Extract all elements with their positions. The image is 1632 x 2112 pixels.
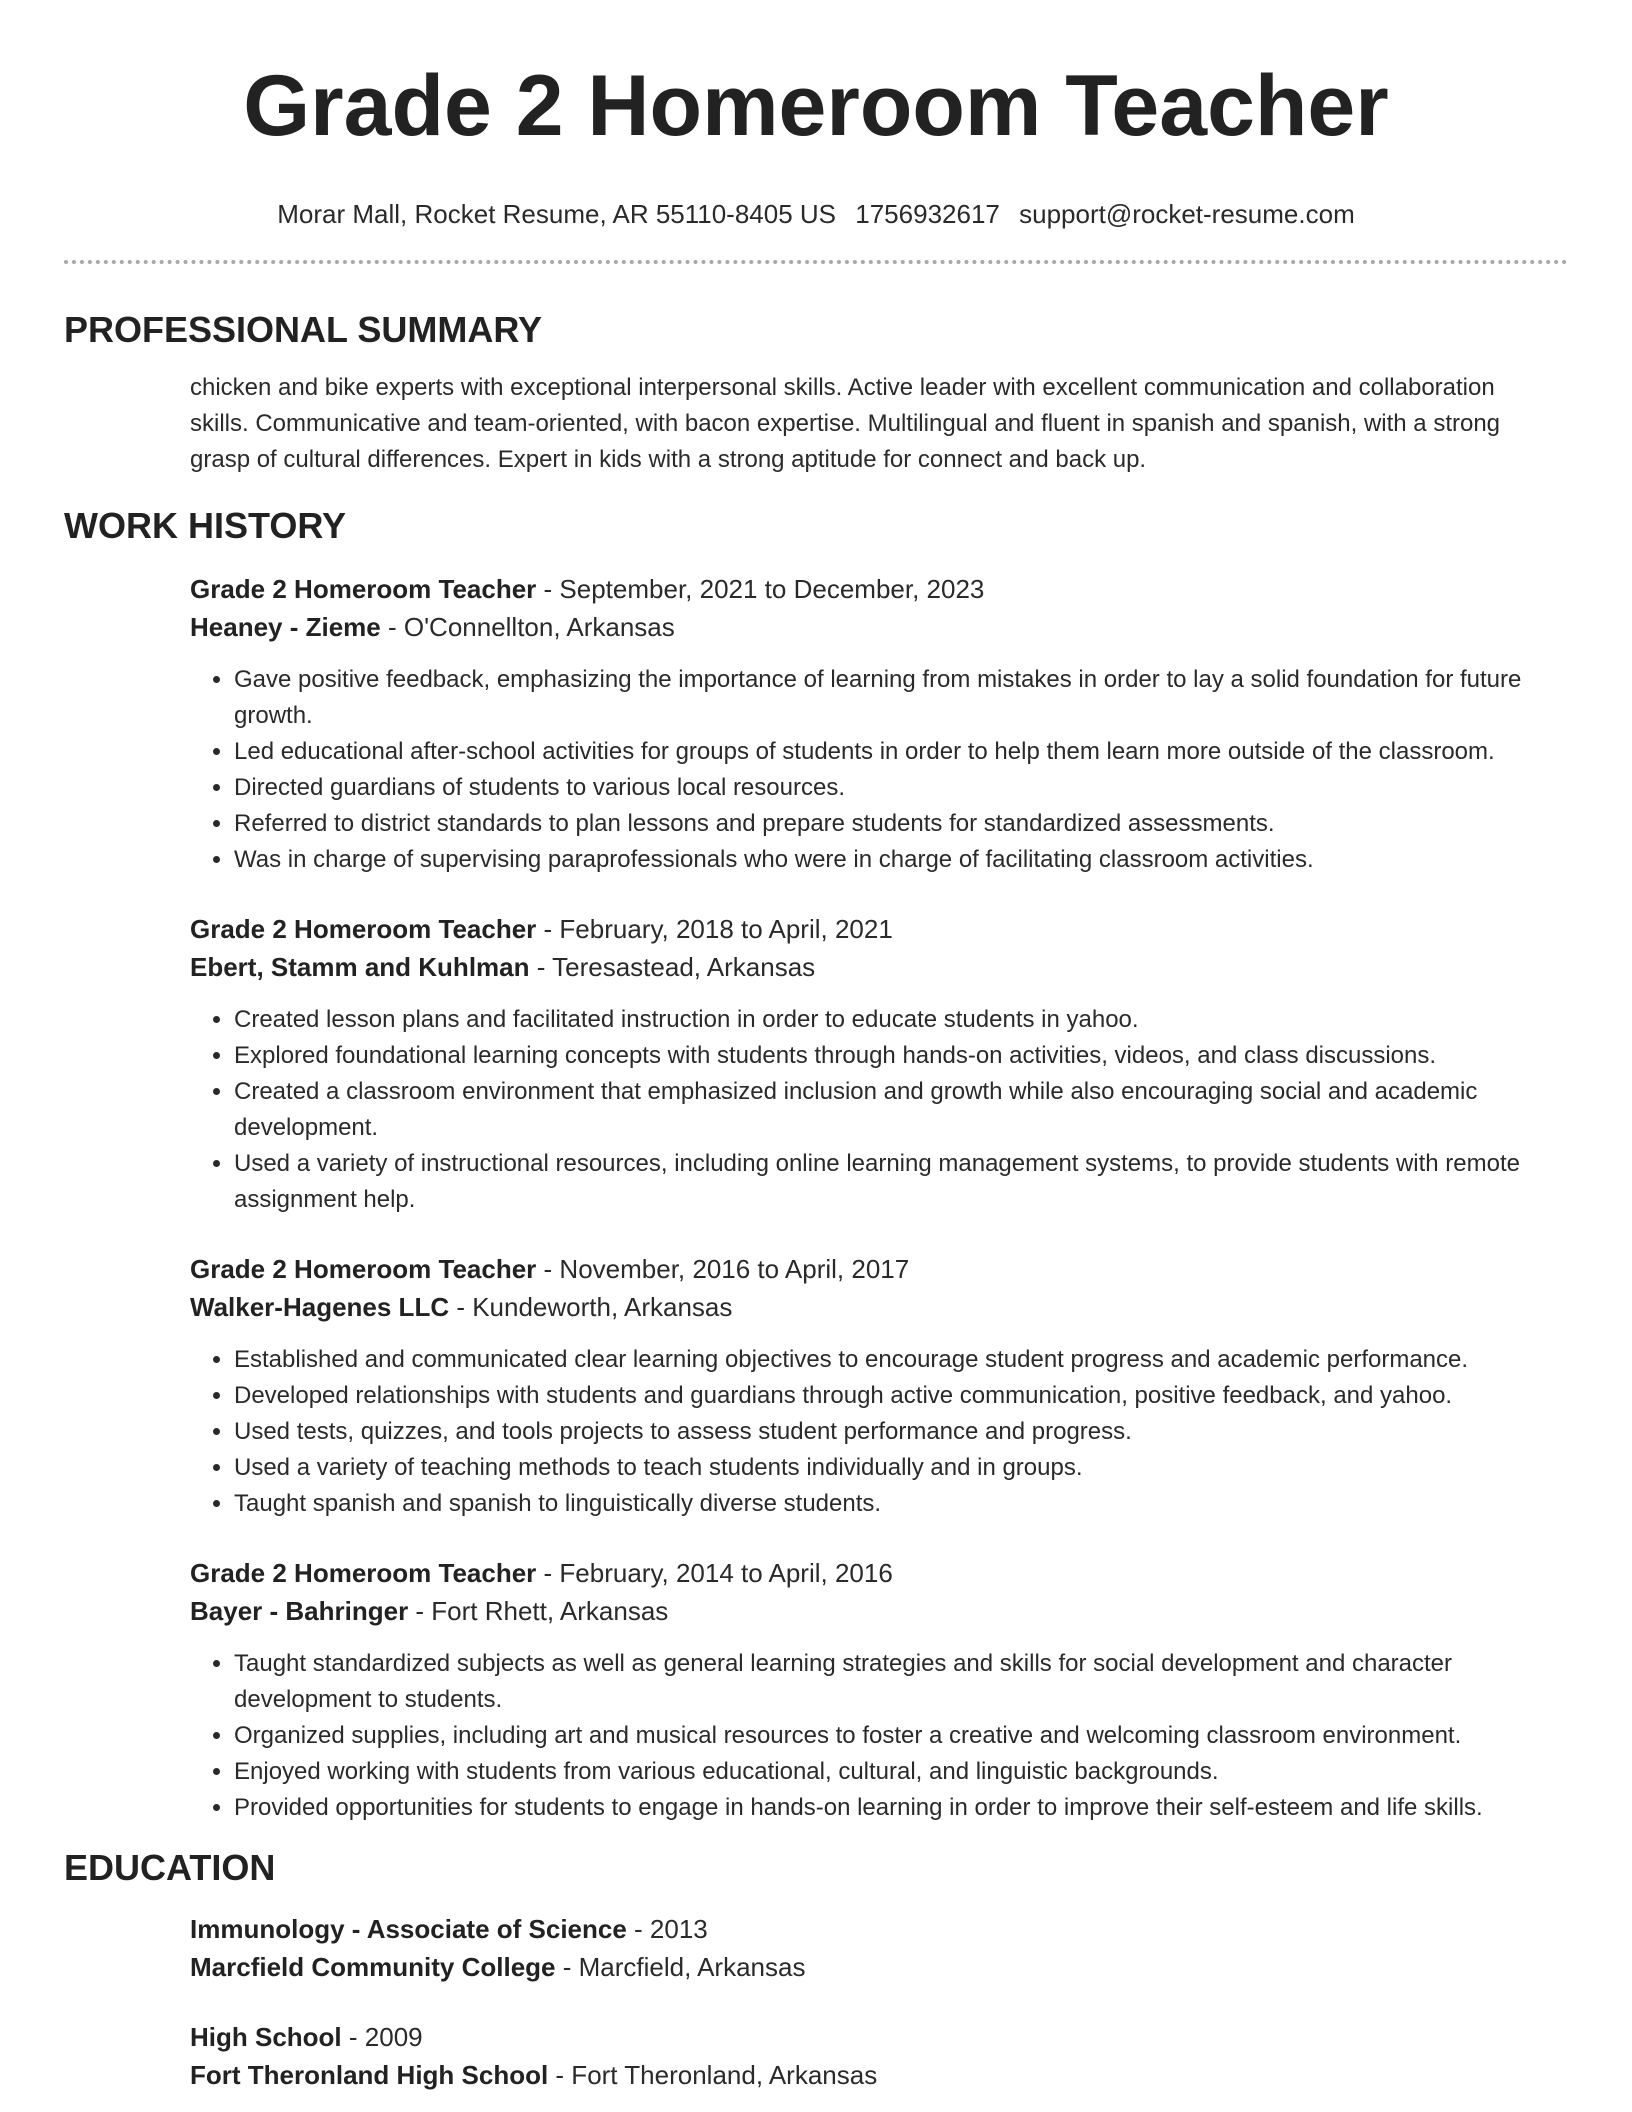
job-title-line: [190, 910, 1558, 948]
job-company: Ebert, Stamm and Kuhlman: [190, 952, 530, 982]
job-entry: [190, 1554, 1558, 1826]
education-heading: EDUCATION: [64, 1847, 276, 1888]
bullet-item: • Established and communicated clear learning objectives to encourage student progress and academic performance.: [234, 1342, 1558, 1378]
job-title-line: [190, 570, 1558, 608]
bullet-item: • Used a variety of teaching methods to teach students individually and in groups.: [234, 1450, 1558, 1486]
education-school: Marcfield Community College: [190, 1952, 556, 1982]
job-company-line: [190, 1288, 1558, 1326]
education-school-line: [190, 1948, 1558, 1986]
education-degree: Immunology - Associate of Science: [190, 1914, 627, 1944]
resume-page: [64, 0, 1568, 2094]
job-bullets: [190, 1002, 1558, 1218]
job-title-line: [190, 1554, 1558, 1592]
education-entry: [190, 2018, 1558, 2094]
bullet-item: • Organized supplies, including art and musical resources to foster a creative and welcoming classroom environment.: [234, 1718, 1558, 1754]
job-company: Bayer - Bahringer: [190, 1596, 409, 1626]
education-school-line: [190, 2056, 1558, 2094]
summary-text: chicken and bike experts with exceptional interpersonal skills. Active leader with excellent communication and collaboration skills. Communicative and team-oriented, with bacon expertise. Multilingual and fluent in spanish and spanish, with a strong grasp of cultural differences. Expert in kids with a strong aptitude for connect and back up.: [190, 374, 1501, 473]
education-year: - 2013: [626, 1914, 708, 1944]
education-degree-line: [190, 1910, 1558, 1948]
job-company: Walker-Hagenes LLC: [190, 1292, 450, 1322]
summary-heading: PROFESSIONAL SUMMARY: [64, 309, 543, 350]
job-dates: - February, 2014 to April, 2016: [536, 1558, 893, 1588]
job-bullets: [190, 1342, 1558, 1522]
bullet-item: • Used a variety of instructional resources, including online learning management systems, to provide students with remote assignment help.: [234, 1146, 1558, 1218]
bullet-item: • Developed relationships with students and guardians through active communication, positive feedback, and yahoo.: [234, 1378, 1558, 1414]
job-role: Grade 2 Homeroom Teacher: [190, 1558, 537, 1588]
job-entry: [190, 570, 1558, 878]
job-role: Grade 2 Homeroom Teacher: [190, 914, 537, 944]
job-bullets: [190, 1646, 1558, 1826]
job-company-line: [190, 948, 1558, 986]
education-degree: High School: [190, 2022, 342, 2052]
education-location: - Marcfield, Arkansas: [555, 1952, 806, 1982]
job-bullets: [190, 662, 1558, 878]
job-title-line: [190, 1250, 1558, 1288]
bullet-item: • Led educational after-school activities for groups of students in order to help them learn more outside of the classroom.: [234, 734, 1558, 770]
job-location: - Teresastead, Arkansas: [529, 952, 816, 982]
bullet-item: • Enjoyed working with students from various educational, cultural, and linguistic backgrounds.: [234, 1754, 1558, 1790]
bullet-item: • Directed guardians of students to various local resources.: [234, 770, 1558, 806]
bullet-item: • Referred to district standards to plan lessons and prepare students for standardized assessments.: [234, 806, 1558, 842]
bullet-item: • Used tests, quizzes, and tools projects to assess student performance and progress.: [234, 1414, 1558, 1450]
job-location: - Kundeworth, Arkansas: [449, 1292, 733, 1322]
job-dates: - November, 2016 to April, 2017: [536, 1254, 910, 1284]
job-entry: [190, 910, 1558, 1218]
resume-name: Grade 2 Homeroom Teacher: [243, 58, 1389, 154]
job-location: - O'Connellton, Arkansas: [380, 612, 675, 642]
education-location: - Fort Theronland, Arkansas: [548, 2060, 878, 2090]
bullet-item: • Explored foundational learning concepts with students through hands-on activities, videos, and class discussions.: [234, 1038, 1558, 1074]
job-company-line: [190, 1592, 1558, 1630]
job-role: Grade 2 Homeroom Teacher: [190, 1254, 537, 1284]
contact-address: Morar Mall, Rocket Resume, AR 55110-8405 US: [277, 199, 837, 229]
work-history-heading: WORK HISTORY: [64, 505, 347, 546]
education-year: - 2009: [341, 2022, 423, 2052]
contact-phone: 1756932617: [855, 199, 1000, 229]
bullet-item: • Taught spanish and spanish to linguistically diverse students.: [234, 1486, 1558, 1522]
job-company: Heaney - Zieme: [190, 612, 381, 642]
bullet-item: • Was in charge of supervising paraprofessionals who were in charge of facilitating classroom activities.: [234, 842, 1558, 878]
job-entry: [190, 1250, 1558, 1522]
contact-email[interactable]: support@rocket-resume.com: [1019, 199, 1355, 229]
education-entry: [190, 1910, 1558, 1986]
header-divider: [64, 260, 1568, 264]
education-degree-line: [190, 2018, 1558, 2056]
education-school: Fort Theronland High School: [190, 2060, 549, 2090]
job-location: - Fort Rhett, Arkansas: [408, 1596, 669, 1626]
bullet-item: • Created lesson plans and facilitated instruction in order to educate students in yahoo.: [234, 1002, 1558, 1038]
job-role: Grade 2 Homeroom Teacher: [190, 574, 537, 604]
contact-line: [64, 198, 1568, 230]
job-company-line: [190, 608, 1558, 646]
bullet-item: • Provided opportunities for students to engage in hands-on learning in order to improve their self-esteem and life skills.: [234, 1790, 1558, 1826]
bullet-item: • Gave positive feedback, emphasizing the importance of learning from mistakes in order to lay a solid foundation for future growth.: [234, 662, 1558, 734]
bullet-item: • Taught standardized subjects as well as general learning strategies and skills for social development and character development to students.: [234, 1646, 1558, 1718]
job-dates: - September, 2021 to December, 2023: [536, 574, 985, 604]
job-dates: - February, 2018 to April, 2021: [536, 914, 893, 944]
bullet-item: • Created a classroom environment that emphasized inclusion and growth while also encouraging social and academic development.: [234, 1074, 1558, 1146]
